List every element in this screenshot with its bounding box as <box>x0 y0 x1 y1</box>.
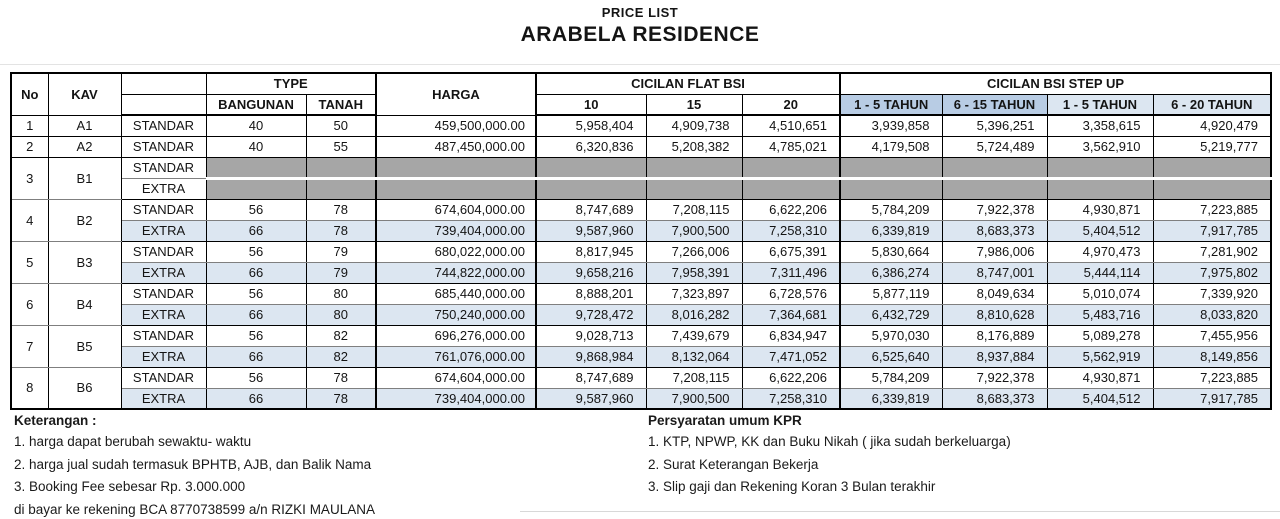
flat-10-cell: 9,658,216 <box>536 262 646 283</box>
tanah-cell: 80 <box>306 283 376 304</box>
col-header-variant-blank-bottom <box>121 94 206 115</box>
flat-15-cell: 7,208,115 <box>646 367 742 388</box>
variant-cell: STANDAR <box>121 283 206 304</box>
kav-cell: A2 <box>48 136 121 157</box>
bangunan-cell: 40 <box>206 136 306 157</box>
col-header-flat-20: 20 <box>742 94 840 115</box>
no-cell: 8 <box>11 367 48 409</box>
flat-20-cell <box>742 178 840 199</box>
flat-10-cell: 8,817,945 <box>536 241 646 262</box>
variant-cell: EXTRA <box>121 220 206 241</box>
stepup-1-5b-cell: 4,970,473 <box>1047 241 1153 262</box>
table-row <box>11 220 1271 241</box>
flat-10-cell: 9,868,984 <box>536 346 646 367</box>
tanah-cell: 78 <box>306 220 376 241</box>
variant-cell: STANDAR <box>121 115 206 136</box>
notes-section <box>14 413 375 519</box>
stepup-6-15-cell: 7,922,378 <box>942 199 1047 220</box>
flat-10-cell: 9,728,472 <box>536 304 646 325</box>
stepup-6-15-cell: 8,810,628 <box>942 304 1047 325</box>
table-row <box>11 241 1271 262</box>
requirements-section <box>648 413 1011 502</box>
col-header-tanah: TANAH <box>306 94 376 115</box>
harga-cell: 739,404,000.00 <box>376 388 536 409</box>
table-row <box>11 325 1271 346</box>
bangunan-cell <box>206 178 306 199</box>
flat-15-cell: 8,016,282 <box>646 304 742 325</box>
table-row <box>11 283 1271 304</box>
stepup-6-20-cell: 7,975,802 <box>1153 262 1271 283</box>
flat-20-cell: 6,675,391 <box>742 241 840 262</box>
harga-cell: 761,076,000.00 <box>376 346 536 367</box>
variant-cell: STANDAR <box>121 157 206 178</box>
flat-15-cell: 7,266,006 <box>646 241 742 262</box>
col-header-stepup-6-20: 6 - 20 TAHUN <box>1153 94 1271 115</box>
page-pretitle: PRICE LIST <box>601 5 679 20</box>
harga-cell: 750,240,000.00 <box>376 304 536 325</box>
stepup-6-20-cell: 7,455,956 <box>1153 325 1271 346</box>
stepup-1-5b-cell: 4,930,871 <box>1047 367 1153 388</box>
harga-cell <box>376 178 536 199</box>
stepup-6-15-cell: 5,724,489 <box>942 136 1047 157</box>
title-block <box>0 5 1280 47</box>
stepup-1-5-cell: 5,877,119 <box>840 283 942 304</box>
variant-cell: STANDAR <box>121 199 206 220</box>
stepup-6-15-cell: 7,986,006 <box>942 241 1047 262</box>
table-row <box>11 388 1271 409</box>
page-title: ARABELA RESIDENCE <box>520 23 760 46</box>
tanah-cell <box>306 157 376 178</box>
stepup-6-15-cell: 8,049,634 <box>942 283 1047 304</box>
flat-20-cell: 6,728,576 <box>742 283 840 304</box>
harga-cell: 459,500,000.00 <box>376 115 536 136</box>
header-row-2 <box>11 94 1271 115</box>
stepup-1-5-cell: 5,784,209 <box>840 367 942 388</box>
no-cell: 1 <box>11 115 48 136</box>
stepup-1-5-cell: 5,970,030 <box>840 325 942 346</box>
flat-15-cell: 7,900,500 <box>646 220 742 241</box>
bangunan-cell <box>206 157 306 178</box>
kav-cell: A1 <box>48 115 121 136</box>
flat-20-cell: 6,622,206 <box>742 367 840 388</box>
stepup-1-5b-cell: 3,562,910 <box>1047 136 1153 157</box>
price-table-wrap <box>10 72 1272 410</box>
stepup-6-20-cell: 7,223,885 <box>1153 367 1271 388</box>
harga-cell: 487,450,000.00 <box>376 136 536 157</box>
no-cell: 5 <box>11 241 48 283</box>
flat-20-cell: 4,785,021 <box>742 136 840 157</box>
variant-cell: STANDAR <box>121 241 206 262</box>
stepup-6-20-cell: 5,219,777 <box>1153 136 1271 157</box>
table-row <box>11 115 1271 136</box>
tanah-cell: 78 <box>306 388 376 409</box>
bangunan-cell: 66 <box>206 388 306 409</box>
stepup-6-20-cell: 7,917,785 <box>1153 388 1271 409</box>
flat-20-cell <box>742 157 840 178</box>
stepup-6-15-cell: 7,922,378 <box>942 367 1047 388</box>
no-cell: 2 <box>11 136 48 157</box>
col-header-bangunan: BANGUNAN <box>206 94 306 115</box>
kav-cell: B5 <box>48 325 121 367</box>
variant-cell: EXTRA <box>121 178 206 199</box>
stepup-1-5-cell: 4,179,508 <box>840 136 942 157</box>
kav-cell: B1 <box>48 157 121 199</box>
variant-cell: STANDAR <box>121 325 206 346</box>
stepup-6-15-cell: 5,396,251 <box>942 115 1047 136</box>
table-row <box>11 136 1271 157</box>
requirements-heading: Persyaratan umum KPR <box>648 413 802 428</box>
stepup-6-15-cell <box>942 178 1047 199</box>
stepup-1-5b-cell <box>1047 157 1153 178</box>
stepup-6-20-cell: 7,223,885 <box>1153 199 1271 220</box>
col-header-flat-10: 10 <box>536 94 646 115</box>
col-header-variant-blank-top <box>121 73 206 94</box>
flat-15-cell: 7,900,500 <box>646 388 742 409</box>
flat-10-cell: 9,028,713 <box>536 325 646 346</box>
flat-15-cell <box>646 178 742 199</box>
stepup-1-5b-cell: 5,444,114 <box>1047 262 1153 283</box>
flat-20-cell: 7,258,310 <box>742 220 840 241</box>
flat-10-cell <box>536 157 646 178</box>
harga-cell: 680,022,000.00 <box>376 241 536 262</box>
no-cell: 7 <box>11 325 48 367</box>
stepup-6-15-cell: 8,747,001 <box>942 262 1047 283</box>
table-row <box>11 199 1271 220</box>
no-cell: 4 <box>11 199 48 241</box>
notes-line-3: 3. Booking Fee sebesar Rp. 3.000.000 <box>14 479 246 494</box>
flat-10-cell: 5,958,404 <box>536 115 646 136</box>
stepup-1-5b-cell: 5,562,919 <box>1047 346 1153 367</box>
col-header-no: No <box>11 73 48 115</box>
stepup-1-5b-cell <box>1047 178 1153 199</box>
harga-cell: 744,822,000.00 <box>376 262 536 283</box>
bangunan-cell: 56 <box>206 325 306 346</box>
flat-10-cell: 8,888,201 <box>536 283 646 304</box>
flat-10-cell: 9,587,960 <box>536 220 646 241</box>
flat-15-cell: 7,958,391 <box>646 262 742 283</box>
kav-cell: B4 <box>48 283 121 325</box>
stepup-6-15-cell: 8,683,373 <box>942 220 1047 241</box>
harga-cell: 674,604,000.00 <box>376 367 536 388</box>
stepup-6-20-cell: 7,339,920 <box>1153 283 1271 304</box>
flat-15-cell: 8,132,064 <box>646 346 742 367</box>
flat-20-cell: 7,364,681 <box>742 304 840 325</box>
stepup-6-20-cell: 8,033,820 <box>1153 304 1271 325</box>
flat-10-cell: 8,747,689 <box>536 199 646 220</box>
variant-cell: STANDAR <box>121 367 206 388</box>
notes-line-1: 1. harga dapat berubah sewaktu- waktu <box>14 434 252 449</box>
stepup-1-5-cell: 6,432,729 <box>840 304 942 325</box>
stepup-6-20-cell <box>1153 157 1271 178</box>
stepup-1-5b-cell: 3,358,615 <box>1047 115 1153 136</box>
variant-cell: STANDAR <box>121 136 206 157</box>
bangunan-cell: 40 <box>206 115 306 136</box>
stepup-6-15-cell: 8,937,884 <box>942 346 1047 367</box>
notes-heading: Keterangan : <box>14 413 97 428</box>
variant-cell: EXTRA <box>121 388 206 409</box>
requirements-line-3: 3. Slip gaji dan Rekening Koran 3 Bulan terakhir <box>648 479 936 494</box>
stepup-1-5-cell: 6,525,640 <box>840 346 942 367</box>
col-header-stepup-1-5: 1 - 5 TAHUN <box>840 94 942 115</box>
stepup-6-20-cell: 8,149,856 <box>1153 346 1271 367</box>
stepup-6-20-cell <box>1153 178 1271 199</box>
tanah-cell: 79 <box>306 241 376 262</box>
flat-20-cell: 7,258,310 <box>742 388 840 409</box>
no-cell: 6 <box>11 283 48 325</box>
tanah-cell: 82 <box>306 346 376 367</box>
stepup-1-5b-cell: 4,930,871 <box>1047 199 1153 220</box>
stepup-6-15-cell <box>942 157 1047 178</box>
tanah-cell <box>306 178 376 199</box>
gridline-top <box>0 64 1280 65</box>
stepup-1-5-cell: 6,386,274 <box>840 262 942 283</box>
stepup-1-5b-cell: 5,010,074 <box>1047 283 1153 304</box>
flat-15-cell: 7,208,115 <box>646 199 742 220</box>
price-table-body <box>11 115 1271 409</box>
bangunan-cell: 66 <box>206 346 306 367</box>
kav-cell: B3 <box>48 241 121 283</box>
tanah-cell: 79 <box>306 262 376 283</box>
stepup-1-5-cell <box>840 178 942 199</box>
flat-20-cell: 4,510,651 <box>742 115 840 136</box>
variant-cell: EXTRA <box>121 346 206 367</box>
tanah-cell: 80 <box>306 304 376 325</box>
flat-20-cell: 7,311,496 <box>742 262 840 283</box>
stepup-1-5b-cell: 5,483,716 <box>1047 304 1153 325</box>
notes-line-4: di bayar ke rekening BCA 8770738599 a/n RIZKI MAULANA <box>14 501 375 517</box>
tanah-cell: 78 <box>306 367 376 388</box>
stepup-1-5-cell: 6,339,819 <box>840 220 942 241</box>
table-row <box>11 346 1271 367</box>
table-row <box>11 157 1271 178</box>
stepup-6-15-cell: 8,176,889 <box>942 325 1047 346</box>
flat-15-cell: 7,323,897 <box>646 283 742 304</box>
stepup-1-5b-cell: 5,404,512 <box>1047 220 1153 241</box>
requirements-line-1: 1. KTP, NPWP, KK dan Buku Nikah ( jika sudah berkeluarga) <box>648 434 1011 449</box>
table-row <box>11 304 1271 325</box>
kav-cell: B2 <box>48 199 121 241</box>
stepup-1-5b-cell: 5,089,278 <box>1047 325 1153 346</box>
stepup-1-5-cell: 3,939,858 <box>840 115 942 136</box>
col-header-stepup-6-15: 6 - 15 TAHUN <box>942 94 1047 115</box>
kav-cell: B6 <box>48 367 121 409</box>
flat-15-cell: 5,208,382 <box>646 136 742 157</box>
flat-10-cell: 9,587,960 <box>536 388 646 409</box>
table-row <box>11 178 1271 199</box>
harga-cell: 685,440,000.00 <box>376 283 536 304</box>
bangunan-cell: 66 <box>206 262 306 283</box>
table-row <box>11 262 1271 283</box>
stepup-1-5-cell: 5,784,209 <box>840 199 942 220</box>
bangunan-cell: 66 <box>206 220 306 241</box>
flat-20-cell: 6,834,947 <box>742 325 840 346</box>
variant-cell: EXTRA <box>121 304 206 325</box>
bangunan-cell: 56 <box>206 241 306 262</box>
price-table-header <box>11 73 1271 115</box>
stepup-1-5b-cell: 5,404,512 <box>1047 388 1153 409</box>
bangunan-cell: 66 <box>206 304 306 325</box>
flat-15-cell <box>646 157 742 178</box>
table-row <box>11 367 1271 388</box>
harga-cell: 674,604,000.00 <box>376 199 536 220</box>
col-header-cicilan-bsi-step-up: CICILAN BSI STEP UP <box>840 73 1271 94</box>
stepup-6-20-cell: 7,281,902 <box>1153 241 1271 262</box>
col-header-stepup-1-5b: 1 - 5 TAHUN <box>1047 94 1153 115</box>
price-table <box>10 72 1272 410</box>
harga-cell <box>376 157 536 178</box>
requirements-line-2: 2. Surat Keterangan Bekerja <box>648 456 819 472</box>
stepup-1-5-cell <box>840 157 942 178</box>
stepup-6-20-cell: 4,920,479 <box>1153 115 1271 136</box>
flat-20-cell: 7,471,052 <box>742 346 840 367</box>
col-header-kav: KAV <box>48 73 121 115</box>
col-header-type: TYPE <box>206 73 376 94</box>
col-header-cicilan-flat-bsi: CICILAN FLAT BSI <box>536 73 840 94</box>
flat-10-cell <box>536 178 646 199</box>
notes-line-2: 2. harga jual sudah termasuk BPHTB, AJB, dan Balik Nama <box>14 456 372 472</box>
no-cell: 3 <box>11 157 48 199</box>
bangunan-cell: 56 <box>206 283 306 304</box>
bangunan-cell: 56 <box>206 199 306 220</box>
flat-15-cell: 4,909,738 <box>646 115 742 136</box>
flat-20-cell: 6,622,206 <box>742 199 840 220</box>
stepup-6-15-cell: 8,683,373 <box>942 388 1047 409</box>
harga-cell: 696,276,000.00 <box>376 325 536 346</box>
flat-10-cell: 6,320,836 <box>536 136 646 157</box>
tanah-cell: 55 <box>306 136 376 157</box>
stepup-1-5-cell: 6,339,819 <box>840 388 942 409</box>
col-header-flat-15: 15 <box>646 94 742 115</box>
bangunan-cell: 56 <box>206 367 306 388</box>
variant-cell: EXTRA <box>121 262 206 283</box>
harga-cell: 739,404,000.00 <box>376 220 536 241</box>
header-row-1 <box>11 73 1271 94</box>
flat-10-cell: 8,747,689 <box>536 367 646 388</box>
flat-15-cell: 7,439,679 <box>646 325 742 346</box>
gridline-bottom <box>520 511 1280 512</box>
stepup-6-20-cell: 7,917,785 <box>1153 220 1271 241</box>
tanah-cell: 78 <box>306 199 376 220</box>
tanah-cell: 82 <box>306 325 376 346</box>
stepup-1-5-cell: 5,830,664 <box>840 241 942 262</box>
col-header-harga: HARGA <box>376 73 536 115</box>
tanah-cell: 50 <box>306 115 376 136</box>
